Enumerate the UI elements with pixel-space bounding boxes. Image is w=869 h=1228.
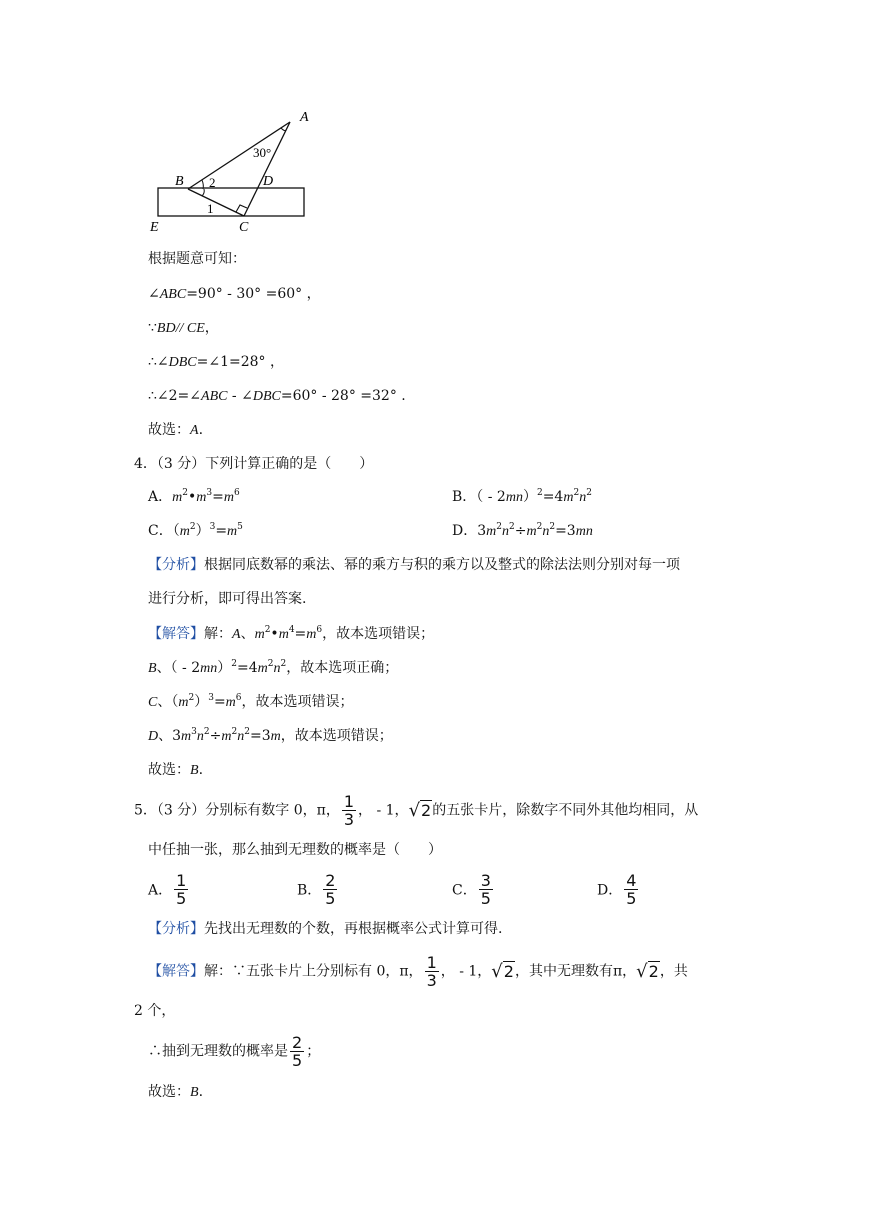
sqrt-two: √2 (408, 799, 432, 821)
q4-stem: 4．（3 分）下列计算正确的是（ ） (134, 456, 374, 472)
q3-line-1: 根据题意可知： (148, 251, 246, 267)
answer-tag: 【解答】 (148, 963, 204, 980)
q4-option-b: B．（ - $2mn)^2=4m^2n^2$ (452, 488, 592, 505)
segment-ba (188, 122, 290, 189)
label-c: C (239, 220, 249, 235)
q5-option-c: C． $\frac{3}{5}$ (452, 871, 491, 908)
segment-ac (244, 122, 290, 216)
geometry-figure (140, 105, 340, 235)
q5-choose: 故选：B. (148, 1084, 204, 1100)
q5-answer-3: ∴抽到无理数的概率是 $\frac{2}{5}$ ； (148, 1033, 321, 1070)
q3-line-4: ∴∠DBC=∠1=28° ， (148, 354, 285, 370)
label-angle-1: 1 (207, 201, 214, 216)
q4-answer-b: B、（ - $2mn)^2=4m^2n^2$，故本选项正确； (148, 659, 399, 676)
label-d: D (263, 174, 274, 189)
answer-tag: 【解答】 (148, 626, 204, 642)
q4-option-c: C．$(m^2)^3=m^5$ (148, 522, 243, 539)
q3-choose: 故选：A. (148, 422, 204, 438)
q5-analysis: 【分析】先找出无理数的个数，再根据概率公式计算可得. (148, 921, 503, 937)
angle-arc-1 (202, 189, 204, 196)
q4-answer-c: C、$(m^2)^3=m^6$，故本选项错误； (148, 693, 354, 710)
q4-analysis-cont: 进行分析，即可得出答案. (148, 591, 307, 607)
q4-option-a: A．$m^2•m^3=m^6$ (148, 488, 240, 505)
q3-line-2: ∠ABC=90° - 30° =60° ， (148, 286, 321, 302)
q5-option-a: A． $\frac{1}{5}$ (148, 871, 187, 908)
q4-answer-a: 【解答】解：A、$m^2•m^4=m^6$，故本选项错误； (148, 625, 435, 642)
label-angle-30: 30° (253, 145, 272, 160)
segment-bc (188, 189, 244, 216)
fraction-one-third: $\frac{1}{3}$ (343, 792, 355, 829)
figure-rectangle (158, 188, 304, 216)
analysis-tag: 【分析】 (148, 557, 204, 573)
angle-arc-a (281, 128, 286, 131)
label-e: E (150, 220, 159, 235)
q5-stem-cont: 中任抽一张，那么抽到无理数的概率是（ ） (148, 842, 442, 858)
q5-answer-2: 2 个， (134, 1003, 176, 1019)
q5-stem: 5．（3 分）分别标有数字 0，π， $\frac{1}{3}$ ， - 1，√2的五张卡片，除数字不同外其他均相同，从 (134, 792, 699, 829)
q4-analysis: 【分析】根据同底数幂的乘法、幂的乘方与积的乘方以及整式的除法法则分别对每一项 (148, 557, 680, 573)
analysis-tag: 【分析】 (148, 921, 204, 937)
label-b: B (175, 174, 184, 189)
q4-option-d: D．$3m^2n^2\div m^2n^2=3mn$ (452, 522, 593, 539)
q3-line-5: ∴∠2=∠ABC - ∠DBC=60° - 28° =32° . (148, 388, 406, 404)
q5-option-d: D． $\frac{4}{5}$ (597, 871, 637, 908)
q5-answer-1: 【解答】解：∵五张卡片上分别标有 0，π， $\frac{1}{3}$ ， - 1，√2，其中无理数有π，√2，共 (148, 953, 688, 990)
q4-choose: 故选：B. (148, 762, 204, 778)
label-a: A (300, 110, 309, 125)
q3-line-3: ∵BD// CE， (148, 320, 219, 336)
right-angle-mark (236, 205, 247, 212)
q4-answer-d: D、$3m^3n^2\div m^2n^2=3m$，故本选项错误； (148, 727, 393, 744)
q5-option-b: B． $\frac{2}{5}$ (297, 871, 336, 908)
label-angle-2: 2 (209, 175, 216, 190)
